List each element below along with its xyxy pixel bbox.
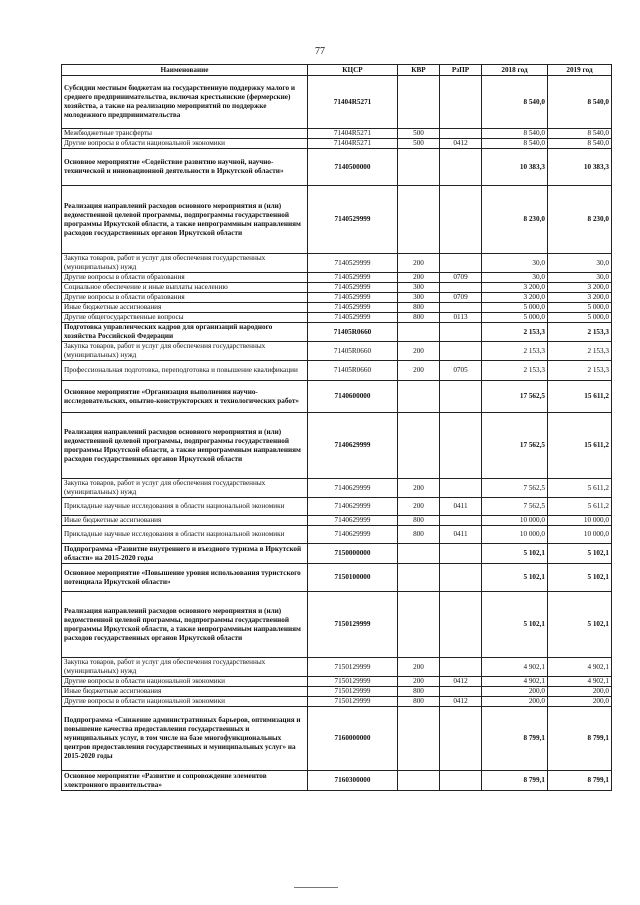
cell-kvr: 800 xyxy=(398,526,440,544)
header-rzpr: РзПР xyxy=(440,65,482,76)
cell-2018: 5 000,0 xyxy=(482,303,548,313)
cell-kvr xyxy=(398,413,440,479)
table-row xyxy=(62,564,612,592)
cell-kvr xyxy=(398,186,440,254)
cell-rzpr: 0705 xyxy=(440,361,482,381)
cell-code: 7140500000 xyxy=(308,149,398,186)
cell-2018: 8 540,0 xyxy=(482,139,548,149)
table-row xyxy=(62,771,612,791)
cell-rzpr xyxy=(440,592,482,658)
cell-2019: 5 102,1 xyxy=(548,592,612,658)
cell-2019: 2 153,3 xyxy=(548,323,612,342)
cell-2019: 10 383,3 xyxy=(548,149,612,186)
table-row xyxy=(62,293,612,303)
cell-rzpr xyxy=(440,342,482,361)
cell-kvr: 200 xyxy=(398,498,440,516)
cell-kvr: 200 xyxy=(398,254,440,273)
cell-2018: 7 562,5 xyxy=(482,498,548,516)
cell-name: Закупка товаров, работ и услуг для обеспечения государственных (муниципальных) нужд xyxy=(62,479,308,498)
cell-name: Профессиональная подготовка, переподготовка и повышение квалификации xyxy=(62,361,308,381)
cell-2019: 5 102,1 xyxy=(548,564,612,592)
table-row xyxy=(62,381,612,413)
cell-code: 7150000000 xyxy=(308,544,398,564)
cell-2019: 10 000,0 xyxy=(548,526,612,544)
cell-kvr: 200 xyxy=(398,342,440,361)
cell-2018: 8 540,0 xyxy=(482,129,548,139)
cell-rzpr xyxy=(440,381,482,413)
table-row xyxy=(62,658,612,677)
cell-code: 7140529999 xyxy=(308,283,398,293)
cell-code: 7150129999 xyxy=(308,677,398,687)
cell-rzpr xyxy=(440,687,482,697)
cell-2019: 30,0 xyxy=(548,254,612,273)
cell-kvr xyxy=(398,381,440,413)
cell-2019: 8 799,1 xyxy=(548,771,612,791)
cell-rzpr xyxy=(440,129,482,139)
cell-2018: 8 540,0 xyxy=(482,76,548,129)
cell-2018: 17 562,5 xyxy=(482,381,548,413)
cell-kvr: 500 xyxy=(398,139,440,149)
table-row xyxy=(62,707,612,771)
cell-2019: 2 153,3 xyxy=(548,361,612,381)
cell-rzpr: 0411 xyxy=(440,498,482,516)
table-row xyxy=(62,149,612,186)
cell-code: 7140529999 xyxy=(308,313,398,323)
cell-rzpr xyxy=(440,479,482,498)
cell-2018: 4 902,1 xyxy=(482,658,548,677)
cell-2018: 30,0 xyxy=(482,273,548,283)
cell-kvr: 200 xyxy=(398,273,440,283)
table-row xyxy=(62,677,612,687)
table-row xyxy=(62,361,612,381)
cell-rzpr xyxy=(440,303,482,313)
cell-rzpr xyxy=(440,544,482,564)
header-2018: 2018 год xyxy=(482,65,548,76)
table-row xyxy=(62,697,612,707)
cell-name: Реализация направлений расходов основного мероприятия и (или) ведомственной целевой программы, подпрограммы государственной программы Иркутской области, а также непрограммным направлениям расходов государственных органов Иркутской области xyxy=(62,186,308,254)
cell-rzpr xyxy=(440,658,482,677)
cell-name: Подпрограмма «Развитие внутреннего и въездного туризма в Иркутской области» на 2015-2020 годы xyxy=(62,544,308,564)
cell-rzpr xyxy=(440,707,482,771)
cell-name: Основное мероприятие «Содействие развитию научной, научно-технической и инновационной деятельности в Иркутской области» xyxy=(62,149,308,186)
cell-code: 71405R0660 xyxy=(308,342,398,361)
cell-name: Основное мероприятие «Развитие и сопровождение элементов электронного правительства» xyxy=(62,771,308,791)
table-row xyxy=(62,283,612,293)
cell-kvr: 200 xyxy=(398,361,440,381)
table-row xyxy=(62,186,612,254)
cell-2019: 10 000,0 xyxy=(548,516,612,526)
cell-2018: 8 799,1 xyxy=(482,707,548,771)
table-row xyxy=(62,526,612,544)
cell-2019: 8 799,1 xyxy=(548,707,612,771)
table-row xyxy=(62,139,612,149)
cell-2018: 200,0 xyxy=(482,687,548,697)
cell-kvr xyxy=(398,76,440,129)
cell-name: Иные бюджетные ассигнования xyxy=(62,516,308,526)
cell-code: 7160300000 xyxy=(308,771,398,791)
cell-2018: 17 562,5 xyxy=(482,413,548,479)
table-row xyxy=(62,303,612,313)
table-row xyxy=(62,516,612,526)
cell-2018: 10 383,3 xyxy=(482,149,548,186)
cell-kvr xyxy=(398,771,440,791)
cell-name: Подготовка управленческих кадров для организаций народного хозяйства Российской Федерации xyxy=(62,323,308,342)
cell-rzpr: 0709 xyxy=(440,273,482,283)
cell-2018: 200,0 xyxy=(482,697,548,707)
cell-2019: 15 611,2 xyxy=(548,413,612,479)
cell-2018: 30,0 xyxy=(482,254,548,273)
cell-kvr xyxy=(398,564,440,592)
cell-2019: 8 230,0 xyxy=(548,186,612,254)
cell-2018: 4 902,1 xyxy=(482,677,548,687)
cell-code: 7140629999 xyxy=(308,526,398,544)
cell-kvr: 200 xyxy=(398,479,440,498)
cell-name: Другие вопросы в области образования xyxy=(62,293,308,303)
cell-2018: 2 153,3 xyxy=(482,361,548,381)
cell-2019: 8 540,0 xyxy=(548,129,612,139)
cell-rzpr: 0412 xyxy=(440,697,482,707)
cell-rzpr xyxy=(440,254,482,273)
cell-code: 7160000000 xyxy=(308,707,398,771)
cell-rzpr: 0411 xyxy=(440,526,482,544)
page-number: 77 xyxy=(315,46,325,57)
table-body xyxy=(62,76,612,791)
table-row xyxy=(62,544,612,564)
cell-kvr: 200 xyxy=(398,677,440,687)
cell-code: 7140529999 xyxy=(308,186,398,254)
cell-kvr: 800 xyxy=(398,303,440,313)
cell-code: 7140600000 xyxy=(308,381,398,413)
cell-2019: 3 200,0 xyxy=(548,283,612,293)
cell-2018: 8 799,1 xyxy=(482,771,548,791)
cell-rzpr: 0113 xyxy=(440,313,482,323)
table-row xyxy=(62,323,612,342)
cell-2018: 2 153,3 xyxy=(482,342,548,361)
cell-name: Субсидии местным бюджетам на государственную поддержку малого и среднего предпринимательства, включая крестьянские (фермерские) хозяйства, а также на реализацию мероприятий по поддержке молодежного предпринимательства xyxy=(62,76,308,129)
budget-table xyxy=(61,64,612,791)
cell-name: Прикладные научные исследования в области национальной экономики xyxy=(62,526,308,544)
cell-2019: 15 611,2 xyxy=(548,381,612,413)
table-row xyxy=(62,342,612,361)
cell-2019: 30,0 xyxy=(548,273,612,283)
cell-kvr: 200 xyxy=(398,658,440,677)
cell-kvr: 300 xyxy=(398,293,440,303)
cell-code: 7140529999 xyxy=(308,293,398,303)
cell-code: 7150129999 xyxy=(308,697,398,707)
header-2019: 2019 год xyxy=(548,65,612,76)
cell-2018: 8 230,0 xyxy=(482,186,548,254)
cell-kvr: 800 xyxy=(398,516,440,526)
cell-code: 7140629999 xyxy=(308,498,398,516)
cell-2019: 3 200,0 xyxy=(548,293,612,303)
cell-kvr: 500 xyxy=(398,129,440,139)
cell-code: 7140629999 xyxy=(308,479,398,498)
cell-name: Социальное обеспечение и иные выплаты населению xyxy=(62,283,308,293)
table-row xyxy=(62,313,612,323)
cell-name: Другие вопросы в области национальной экономики xyxy=(62,139,308,149)
cell-name: Иные бюджетные ассигнования xyxy=(62,687,308,697)
cell-rzpr xyxy=(440,771,482,791)
cell-2019: 5 000,0 xyxy=(548,313,612,323)
cell-2019: 5 611,2 xyxy=(548,498,612,516)
header-name: Наименование xyxy=(62,65,308,76)
cell-2019: 2 153,3 xyxy=(548,342,612,361)
cell-name: Другие вопросы в области образования xyxy=(62,273,308,283)
cell-kvr xyxy=(398,323,440,342)
cell-name: Закупка товаров, работ и услуг для обеспечения государственных (муниципальных) нужд xyxy=(62,342,308,361)
cell-2019: 200,0 xyxy=(548,687,612,697)
table-header-row xyxy=(62,65,612,76)
cell-code: 7150129999 xyxy=(308,658,398,677)
cell-kvr xyxy=(398,592,440,658)
cell-2018: 7 562,5 xyxy=(482,479,548,498)
cell-rzpr xyxy=(440,323,482,342)
cell-code: 71404R5271 xyxy=(308,129,398,139)
header-kvr: КВР xyxy=(398,65,440,76)
cell-rzpr: 0412 xyxy=(440,677,482,687)
cell-2019: 5 000,0 xyxy=(548,303,612,313)
cell-2019: 8 540,0 xyxy=(548,139,612,149)
cell-kvr xyxy=(398,707,440,771)
cell-name: Закупка товаров, работ и услуг для обеспечения государственных (муниципальных) нужд xyxy=(62,254,308,273)
cell-2018: 10 000,0 xyxy=(482,526,548,544)
cell-2019: 200,0 xyxy=(548,697,612,707)
cell-2019: 4 902,1 xyxy=(548,658,612,677)
cell-code: 71404R5271 xyxy=(308,139,398,149)
cell-kvr xyxy=(398,149,440,186)
cell-name: Межбюджетные трансферты xyxy=(62,129,308,139)
cell-code: 7150129999 xyxy=(308,687,398,697)
cell-name: Другие общегосударственные вопросы xyxy=(62,313,308,323)
cell-2018: 5 102,1 xyxy=(482,564,548,592)
cell-name: Подпрограмма «Снижение административных барьеров, оптимизация и повышение качества предоставления государственных и муниципальных услуг, в том числе на базе многофункциональных центров предоставления государственных и муниципальных услуг» на 2015-2020 годы xyxy=(62,707,308,771)
cell-name: Другие вопросы в области национальной экономики xyxy=(62,697,308,707)
cell-name: Реализация направлений расходов основного мероприятия и (или) ведомственной целевой программы, подпрограммы государственной программы Иркутской области, а также непрограммным направлениям расходов государственных органов Иркутской области xyxy=(62,592,308,658)
cell-2018: 10 000,0 xyxy=(482,516,548,526)
cell-2018: 5 102,1 xyxy=(482,592,548,658)
cell-rzpr xyxy=(440,149,482,186)
cell-code: 71405R0660 xyxy=(308,361,398,381)
cell-kvr: 800 xyxy=(398,313,440,323)
cell-rzpr: 0412 xyxy=(440,139,482,149)
cell-code: 7140529999 xyxy=(308,303,398,313)
cell-name: Другие вопросы в области национальной экономики xyxy=(62,677,308,687)
cell-code: 7140629999 xyxy=(308,413,398,479)
cell-code: 7150100000 xyxy=(308,564,398,592)
cell-code: 71405R0660 xyxy=(308,323,398,342)
header-code: КЦСР xyxy=(308,65,398,76)
cell-name: Реализация направлений расходов основного мероприятия и (или) ведомственной целевой программы, подпрограммы государственной программы Иркутской области, а также непрограммным направлениям расходов государственных органов Иркутской области xyxy=(62,413,308,479)
table-row xyxy=(62,413,612,479)
table-row xyxy=(62,498,612,516)
cell-2018: 3 200,0 xyxy=(482,293,548,303)
cell-2019: 8 540,0 xyxy=(548,76,612,129)
cell-name: Основное мероприятие «Организация выполнения научно-исследовательских, опытно-конструкторских и технологических работ» xyxy=(62,381,308,413)
cell-2018: 2 153,3 xyxy=(482,323,548,342)
cell-2018: 3 200,0 xyxy=(482,283,548,293)
cell-2019: 4 902,1 xyxy=(548,677,612,687)
cell-kvr: 300 xyxy=(398,283,440,293)
cell-rzpr xyxy=(440,516,482,526)
cell-kvr: 800 xyxy=(398,687,440,697)
cell-2018: 5 000,0 xyxy=(482,313,548,323)
table-row xyxy=(62,76,612,129)
cell-rzpr xyxy=(440,186,482,254)
cell-2018: 5 102,1 xyxy=(482,544,548,564)
cell-code: 7140529999 xyxy=(308,254,398,273)
cell-rzpr xyxy=(440,564,482,592)
cell-code: 71404R5271 xyxy=(308,76,398,129)
footer-divider xyxy=(294,887,338,888)
cell-rzpr: 0709 xyxy=(440,293,482,303)
cell-kvr xyxy=(398,544,440,564)
table-row xyxy=(62,479,612,498)
cell-kvr: 800 xyxy=(398,697,440,707)
cell-code: 7140629999 xyxy=(308,516,398,526)
cell-name: Основное мероприятие «Повышение уровня использования туристского потенциала Иркутской области» xyxy=(62,564,308,592)
cell-code: 7150129999 xyxy=(308,592,398,658)
table-row xyxy=(62,254,612,273)
cell-rzpr xyxy=(440,283,482,293)
cell-rzpr xyxy=(440,413,482,479)
cell-2019: 5 611,2 xyxy=(548,479,612,498)
cell-rzpr xyxy=(440,76,482,129)
cell-name: Прикладные научные исследования в области национальной экономики xyxy=(62,498,308,516)
cell-2019: 5 102,1 xyxy=(548,544,612,564)
cell-code: 7140529999 xyxy=(308,273,398,283)
table-row xyxy=(62,129,612,139)
table-row xyxy=(62,687,612,697)
table-row xyxy=(62,273,612,283)
cell-name: Иные бюджетные ассигнования xyxy=(62,303,308,313)
table-row xyxy=(62,592,612,658)
cell-name: Закупка товаров, работ и услуг для обеспечения государственных (муниципальных) нужд xyxy=(62,658,308,677)
